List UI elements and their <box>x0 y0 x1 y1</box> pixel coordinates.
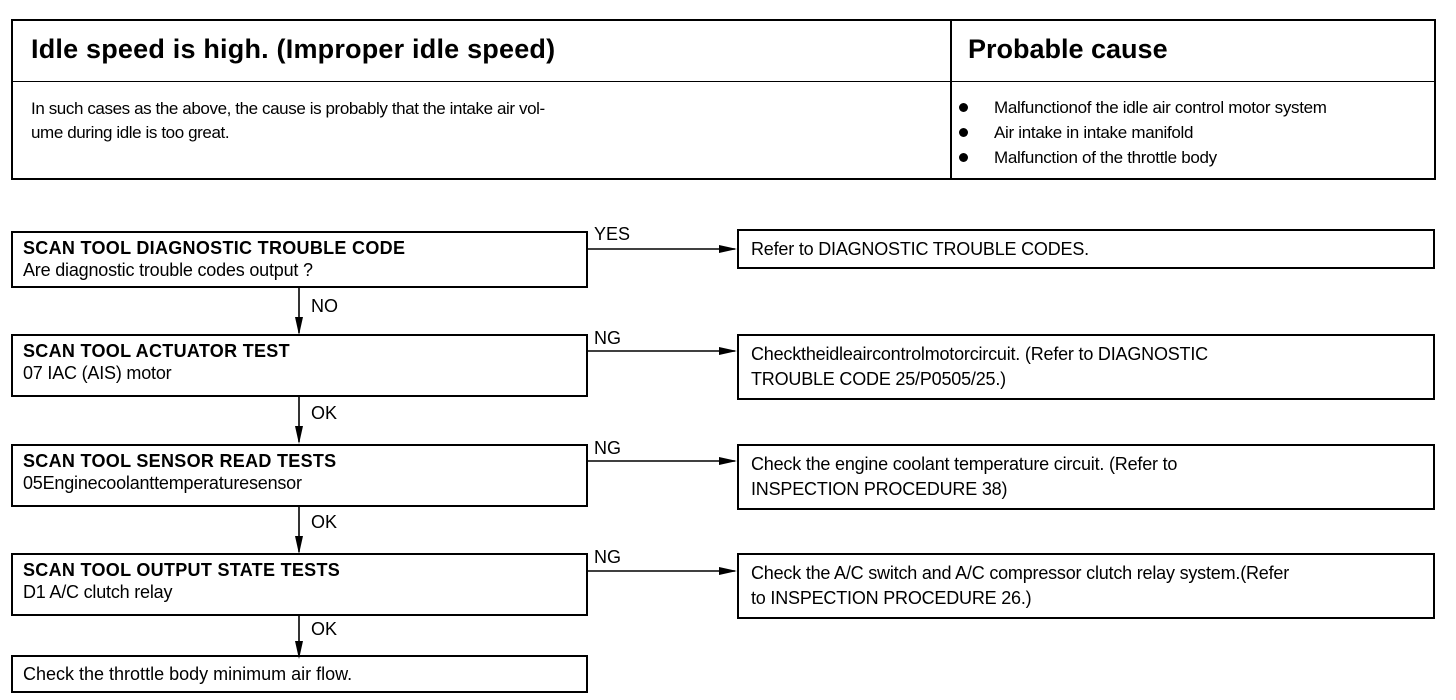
step-title: SCAN TOOL SENSOR READ TESTS <box>23 451 337 471</box>
refer-dtc-box <box>737 229 1435 269</box>
coolant-circuit-check-box <box>737 444 1435 510</box>
step-detail: 05Enginecoolanttemperaturesensor <box>23 473 302 493</box>
step-title: SCAN TOOL ACTUATOR TEST <box>23 341 290 361</box>
symptom-description-line: ume during idle is too great. <box>31 123 230 142</box>
ac-relay-check-box <box>737 553 1435 619</box>
step-detail: Are diagnostic trouble codes output ? <box>23 260 313 280</box>
probable-cause-item: Air intake in intake manifold <box>958 120 1327 145</box>
symptom-title: Idle speed is high. (Improper idle speed) <box>31 34 556 64</box>
final-step-text: Check the throttle body minimum air flow. <box>23 664 353 684</box>
result-text: to INSPECTION PROCEDURE 26.) <box>751 588 1032 608</box>
sensor-read-test-box <box>11 444 588 507</box>
result-text: Check the A/C switch and A/C compressor clutch relay system.(Refer <box>751 563 1289 583</box>
throttle-body-check-box <box>11 655 588 693</box>
next-label-ok: OK <box>311 512 338 532</box>
probable-cause-title: Probable cause <box>968 34 1168 64</box>
iac-circuit-check-box <box>737 334 1435 400</box>
actuator-test-box <box>11 334 588 397</box>
next-label-ok: OK <box>311 403 338 423</box>
step-detail: D1 A/C clutch relay <box>23 582 173 602</box>
probable-cause-item: Malfunction of the throttle body <box>958 145 1327 170</box>
next-label-ok: OK <box>311 619 338 639</box>
branch-label-ng: NG <box>594 438 621 458</box>
branch-label-ng: NG <box>594 328 621 348</box>
step-detail: 07 IAC (AIS) motor <box>23 363 172 383</box>
result-text: INSPECTION PROCEDURE 38) <box>751 479 1008 499</box>
branch-label-yes: YES <box>594 224 631 244</box>
result-text: TROUBLE CODE 25/P0505/25.) <box>751 369 1006 389</box>
result-text: Check the engine coolant temperature circuit. (Refer to <box>751 454 1178 474</box>
step-title: SCAN TOOL DIAGNOSTIC TROUBLE CODE <box>23 238 406 258</box>
next-label-no: NO <box>311 296 338 316</box>
symptom-description-line: In such cases as the above, the cause is probably that the intake air vol- <box>31 99 545 118</box>
output-state-test-box <box>11 553 588 616</box>
step-title: SCAN TOOL OUTPUT STATE TESTS <box>23 560 341 580</box>
result-text: Checktheidleaircontrolmotorcircuit. (Refer to DIAGNOSTIC <box>751 344 1208 364</box>
branch-label-ng: NG <box>594 547 621 567</box>
result-text: Refer to DIAGNOSTIC TROUBLE CODES. <box>751 239 1089 259</box>
probable-cause-item: Malfunctionof the idle air control motor system <box>958 95 1327 120</box>
diagnostic-trouble-code-box <box>11 231 588 288</box>
